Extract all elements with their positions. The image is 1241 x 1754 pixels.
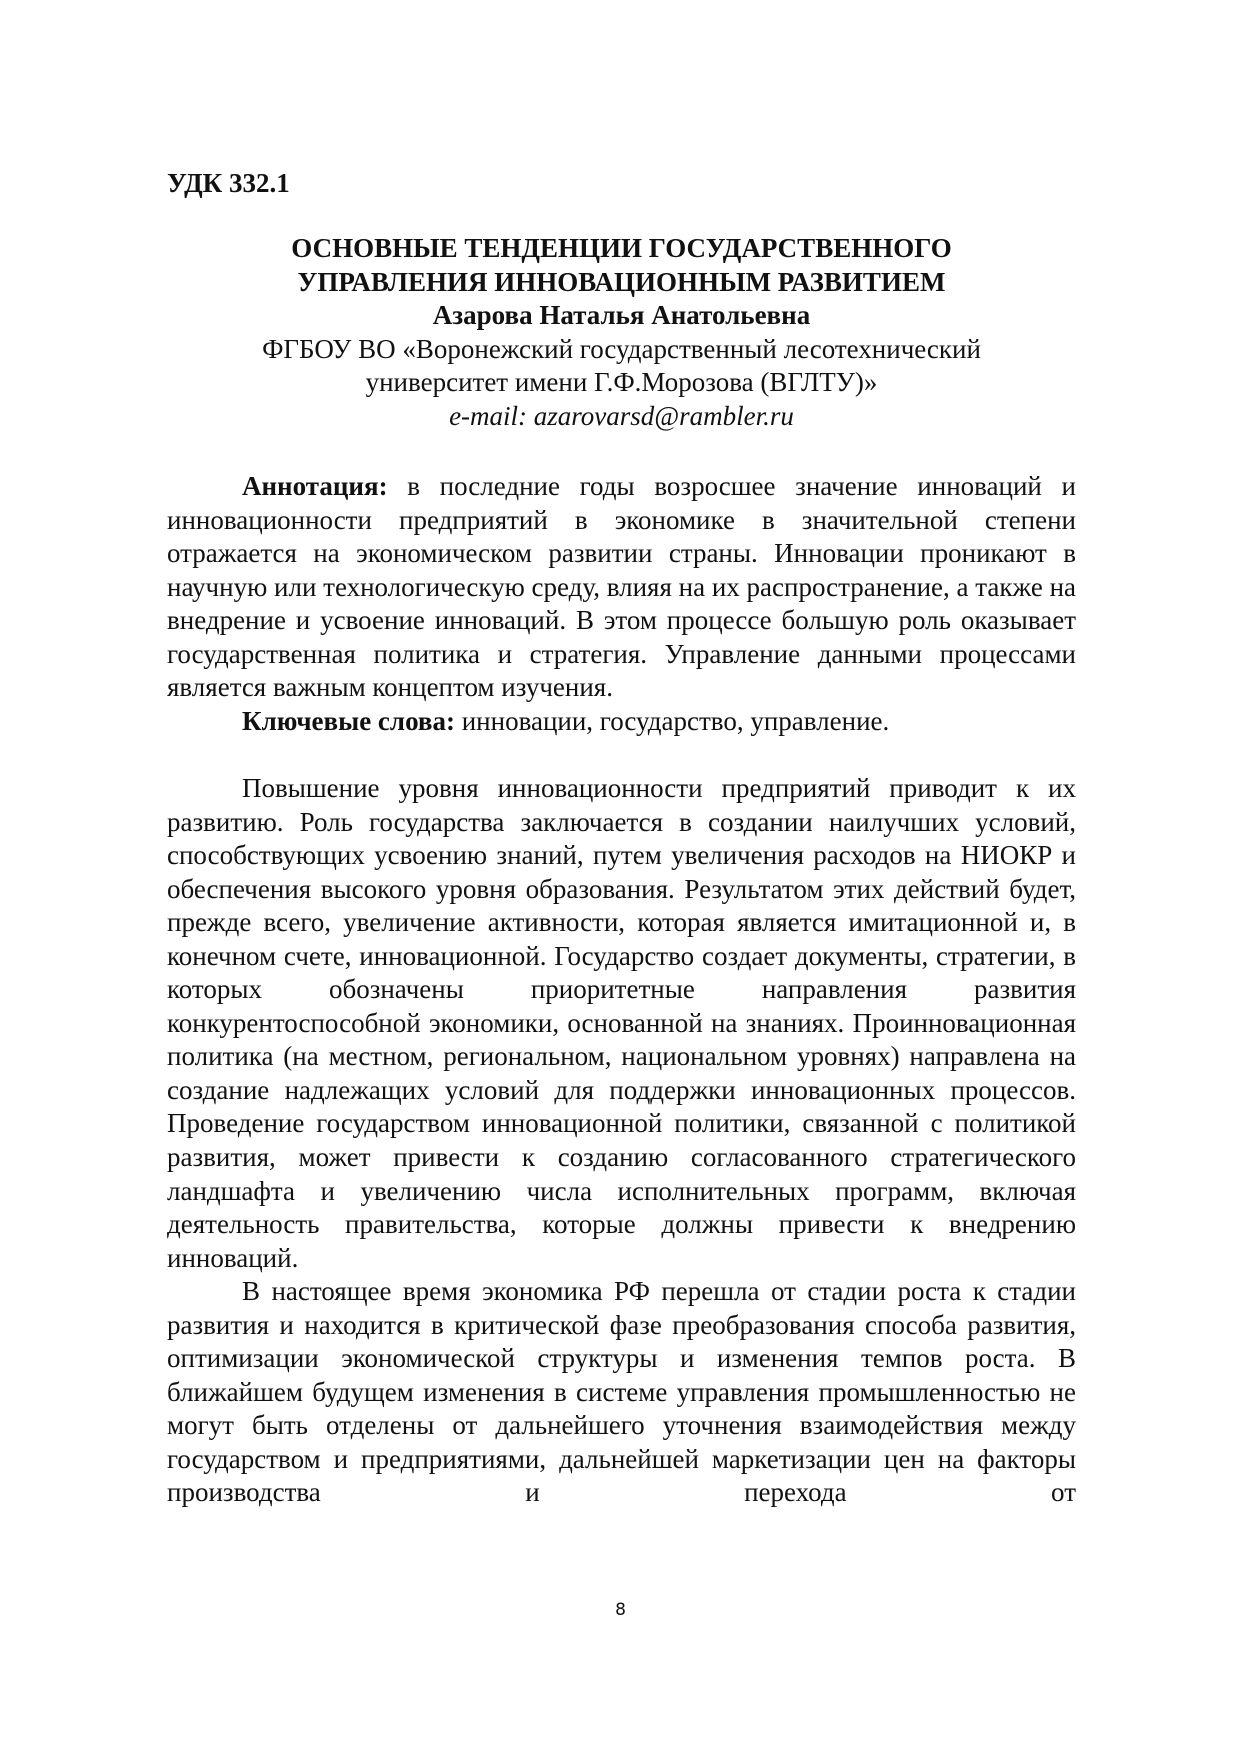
keywords-label: Ключевые слова: bbox=[242, 705, 455, 736]
article-title-line-1: ОСНОВНЫЕ ТЕНДЕНЦИИ ГОСУДАРСТВЕННОГО bbox=[291, 233, 952, 263]
annotation-text: в последние годы возросшее значение инноваций и инновационности предприятий в экономике в значительной степени отражается на экономическом развитии страны. Инновации проникают в научную или технологическую среду, влияя на их распространение, а также на внедрение и усвоение инноваций. В этом процессе большую роль оказывает государственная политика и стратегия. Управление данными процессами является важным концептом изучения. bbox=[167, 471, 1076, 703]
article-title-line-2: УПРАВЛЕНИЯ ИННОВАЦИОННЫМ РАЗВИТИЕМ bbox=[297, 266, 946, 297]
article-header bbox=[167, 232, 1076, 433]
author-name: Азарова Наталья Анатольевна bbox=[432, 300, 811, 330]
body-paragraph-1: Повышение уровня инновационности предприятий приводит к их развитию. Роль государства заключается в создании наилучших условий, способствующих усвоению знаний, путем увеличения расходов на НИОКР и обеспечения высокого уровня образования. Результатом этих действий будет, прежде всего, увеличение активности, которая является имитационной и, в конечном счете, инновационной. Государство создает документы, стратегии, в которых обозначены приоритетные направления развития конкурентоспособной экономики, основанной на знаниях. Проинновационная политика (на местном, региональном, национальном уровнях) направлена на создание надлежащих условий для поддержки инновационных процессов. Проведение государством инновационной политики, связанной с политикой развития, может привести к созданию согласованного стратегического ландшафта и увеличению числа исполнительных программ, включая деятельность правительства, которые должны привести к внедрению инноваций. bbox=[167, 773, 1076, 1273]
article-body bbox=[167, 772, 1076, 1510]
author-email: e-mail: azarovarsd@rambler.ru bbox=[449, 400, 794, 431]
affiliation-line-1: ФГБОУ ВО «Воронежский государственный лесотехнический bbox=[262, 333, 981, 364]
body-paragraph-2: В настоящее время экономика РФ перешла от стадии роста к стадии развития и находится в критической фазе преобразования способа развития, оптимизации экономической структуры и изменения темпов роста. В ближайшем будущем изменения в системе управления промышленностью не могут быть отделены от дальнейшего уточнения взаимодействия между государством и предприятиями, дальнейшей маркетизации цен на факторы производства и перехода от bbox=[167, 1276, 1076, 1508]
affiliation-line-2: университет имени Г.Ф.Морозова (ВГЛТУ)» bbox=[365, 367, 878, 397]
keywords-text: инновации, государство, управление. bbox=[454, 705, 890, 736]
udk-code: УДК 332.1 bbox=[167, 168, 290, 198]
page-number: 8 bbox=[615, 1600, 626, 1620]
keywords-paragraph bbox=[167, 705, 1076, 739]
annotation-label: Аннотация: bbox=[242, 471, 388, 501]
annotation-paragraph bbox=[167, 470, 1076, 705]
annotation-block bbox=[167, 470, 1076, 738]
